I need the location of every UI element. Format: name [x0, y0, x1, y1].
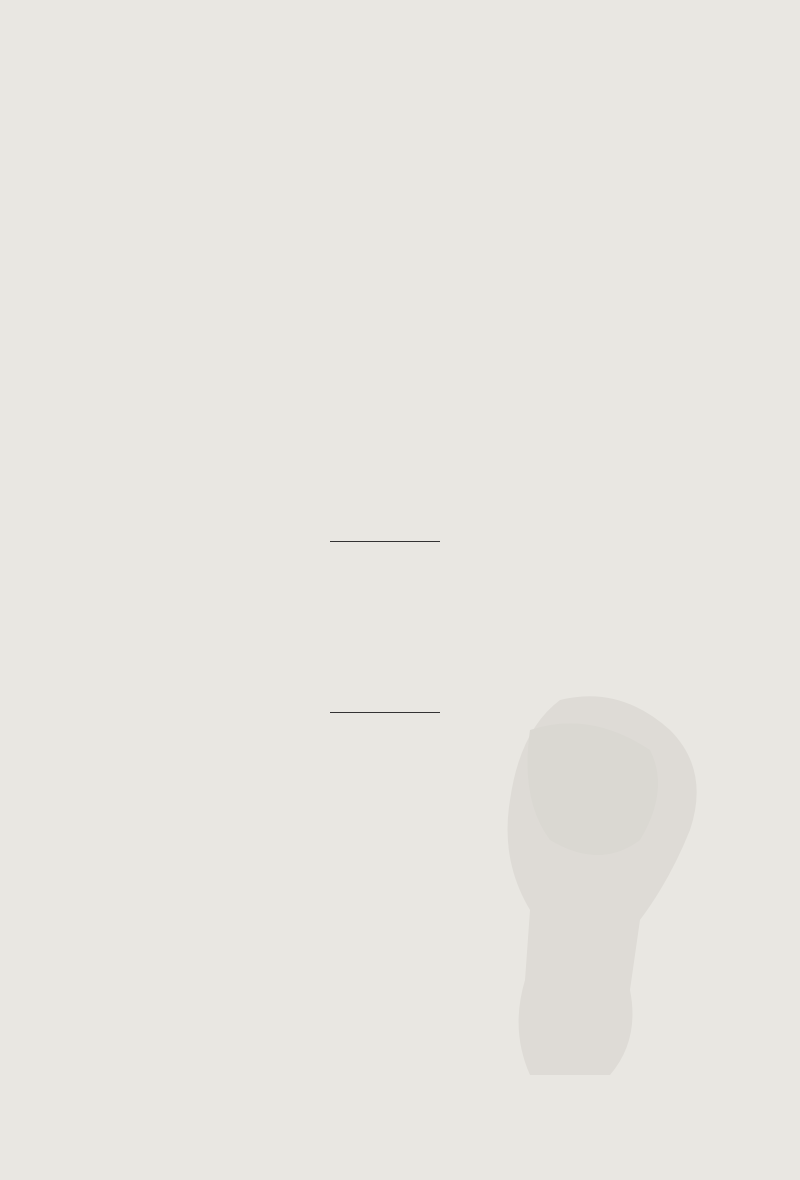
bleed-through-illustration	[470, 690, 720, 1080]
section-divider	[330, 541, 440, 542]
figure-divider	[330, 712, 440, 713]
